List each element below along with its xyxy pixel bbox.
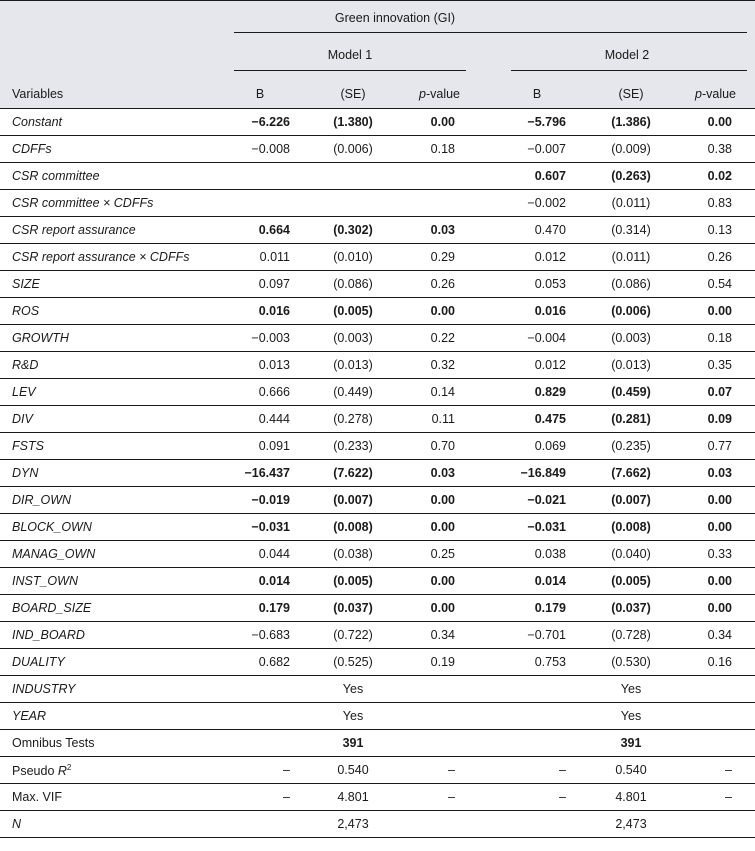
m1-cell: (0.010) — [333, 250, 373, 264]
m2-cell: 0.34 — [707, 628, 732, 642]
m2-cell: −16.849 — [520, 466, 566, 480]
m2-cell: 0.02 — [707, 169, 732, 183]
table-row — [0, 811, 755, 838]
m2-cell: 0.016 — [534, 304, 566, 318]
m2-cell: (0.040) — [611, 547, 651, 561]
row-label: R&D — [12, 358, 39, 372]
m1-cell: (0.086) — [333, 277, 373, 291]
m1-cell: 0.70 — [430, 439, 455, 453]
table-row — [0, 622, 755, 649]
table-row — [0, 487, 755, 514]
m1-cell: 0.25 — [430, 547, 455, 561]
m1-cell: Yes — [342, 709, 364, 723]
table-row — [0, 703, 755, 730]
model2-rule — [511, 70, 747, 71]
table-row — [0, 514, 755, 541]
m2-cell: −0.031 — [527, 520, 566, 534]
m1-cell: −6.226 — [251, 115, 290, 129]
m2-cell: 0.607 — [534, 169, 566, 183]
m1-cell: Yes — [342, 682, 364, 696]
row-label: ROS — [12, 304, 40, 318]
m2-cell: (0.009) — [611, 142, 651, 156]
m2-cell: (0.459) — [611, 385, 651, 399]
m1-cell: (0.278) — [333, 412, 373, 426]
table-row — [0, 595, 755, 622]
m2-cell: 0.00 — [707, 115, 732, 129]
m1-cell: (0.038) — [333, 547, 373, 561]
m1-cell: −0.019 — [251, 493, 290, 507]
row-label: CSR committee — [12, 169, 100, 183]
model1-rule — [234, 70, 466, 71]
table-row — [0, 379, 755, 406]
m1-cell: 0.682 — [258, 655, 290, 669]
m1-cell: 0.19 — [430, 655, 455, 669]
m2-cell: (0.007) — [611, 493, 651, 507]
table-row — [0, 757, 755, 784]
row-label: YEAR — [12, 709, 47, 723]
m1-cell: 0.091 — [258, 439, 290, 453]
m1-cell: 0.14 — [430, 385, 455, 399]
m1-cell: −0.683 — [251, 628, 290, 642]
m1-cell: (0.006) — [333, 142, 373, 156]
model1-heading: Model 1 — [327, 48, 373, 62]
m2-cell: (0.235) — [611, 439, 651, 453]
m2-cell: −5.796 — [527, 115, 566, 129]
m2-cell: 0.33 — [707, 547, 732, 561]
table-row — [0, 730, 755, 757]
table-row — [0, 784, 755, 811]
m2-cell: 0.35 — [707, 358, 732, 372]
m1-cell: 0.00 — [430, 493, 455, 507]
m1-cell: 0.666 — [258, 385, 290, 399]
m1-cell: (0.722) — [333, 628, 373, 642]
m2-cell: 0.038 — [534, 547, 566, 561]
m2-cell: (0.013) — [611, 358, 651, 372]
m1-cell: – — [283, 763, 290, 777]
m2-b-heading: B — [532, 87, 542, 101]
m2-cell: Yes — [620, 709, 642, 723]
m2-cell: (0.263) — [611, 169, 651, 183]
m1-cell: (0.233) — [333, 439, 373, 453]
table-row — [0, 568, 755, 595]
table-header — [0, 0, 755, 109]
table-row — [0, 217, 755, 244]
m2-cell: −0.002 — [527, 196, 566, 210]
row-label: INST_OWN — [12, 574, 78, 588]
table-row — [0, 406, 755, 433]
m1-cell: 0.32 — [430, 358, 455, 372]
table-row — [0, 163, 755, 190]
m2-cell: 0.179 — [534, 601, 566, 615]
m1-cell: 0.016 — [258, 304, 290, 318]
row-label: DYN — [12, 466, 39, 480]
m1-cell: (0.037) — [333, 601, 373, 615]
m2-cell: 0.00 — [707, 601, 732, 615]
m1-cell: – — [448, 790, 455, 804]
table-row — [0, 676, 755, 703]
m1-cell: (0.525) — [333, 655, 373, 669]
m1-cell: (0.302) — [333, 223, 373, 237]
m2-cell: 0.012 — [534, 358, 566, 372]
table-row — [0, 271, 755, 298]
m2-cell: (0.011) — [611, 250, 651, 264]
row-label: CDFFs — [12, 142, 52, 156]
m2-cell: 0.753 — [534, 655, 566, 669]
row-label: MANAG_OWN — [12, 547, 96, 561]
m1-cell: 0.044 — [258, 547, 290, 561]
table-body — [0, 109, 755, 838]
m2-cell: 0.26 — [707, 250, 732, 264]
table-row — [0, 649, 755, 676]
table-row — [0, 190, 755, 217]
m2-cell: 0.069 — [534, 439, 566, 453]
m1-cell: 0.22 — [430, 331, 455, 345]
m2-cell: 0.475 — [534, 412, 566, 426]
row-label: BOARD_SIZE — [12, 601, 92, 615]
row-label: DUALITY — [12, 655, 65, 669]
m2-p-heading: p-value — [695, 87, 736, 101]
m2-cell: 0.09 — [707, 412, 732, 426]
m2-cell: (1.386) — [611, 115, 651, 129]
row-label: Constant — [12, 115, 63, 129]
m1-cell: 2,473 — [337, 817, 369, 831]
m1-cell: −0.003 — [251, 331, 290, 345]
m1-cell: (0.449) — [333, 385, 373, 399]
m2-cell: Yes — [620, 682, 642, 696]
m2-cell: 0.83 — [707, 196, 732, 210]
model2-heading: Model 2 — [604, 48, 650, 62]
m1-cell: 0.00 — [430, 520, 455, 534]
m2-cell: 0.03 — [707, 466, 732, 480]
m2-cell: (0.086) — [611, 277, 651, 291]
table-row — [0, 298, 755, 325]
m1-cell: 0.18 — [430, 142, 455, 156]
m2-cell: 0.54 — [707, 277, 732, 291]
table-row — [0, 109, 755, 136]
m2-cell: −0.004 — [527, 331, 566, 345]
m2-cell: 0.829 — [534, 385, 566, 399]
row-label: BLOCK_OWN — [12, 520, 92, 534]
m1-cell: 0.540 — [337, 763, 369, 777]
m2-cell: (0.314) — [611, 223, 651, 237]
m1-cell: 0.664 — [258, 223, 290, 237]
m1-cell: 0.179 — [258, 601, 290, 615]
m1-cell: 0.00 — [430, 574, 455, 588]
m2-cell: 0.00 — [707, 493, 732, 507]
m1-cell: 0.00 — [430, 601, 455, 615]
m2-cell: (0.728) — [611, 628, 651, 642]
m1-cell: 0.011 — [259, 250, 290, 264]
m1-cell: – — [448, 763, 455, 777]
m2-cell: (0.008) — [611, 520, 651, 534]
row-label: Pseudo $R^2$ — [12, 763, 72, 779]
m2-se-heading: (SE) — [618, 87, 644, 101]
m2-cell: 0.38 — [707, 142, 732, 156]
m1-cell: 0.014 — [258, 574, 290, 588]
m1-cell: 0.00 — [430, 304, 455, 318]
m2-cell: (0.005) — [611, 574, 651, 588]
m2-cell: – — [725, 763, 732, 777]
m1-cell: 0.03 — [430, 223, 455, 237]
m2-cell: 0.00 — [707, 304, 732, 318]
row-label: CSR report assurance — [12, 223, 136, 237]
m2-cell: 2,473 — [615, 817, 647, 831]
m1-cell: 0.26 — [430, 277, 455, 291]
variables-heading: Variables — [12, 87, 64, 101]
table-row — [0, 352, 755, 379]
m2-cell: (0.011) — [611, 196, 651, 210]
m2-cell: (0.003) — [611, 331, 651, 345]
m1-cell: −0.031 — [251, 520, 290, 534]
row-label: IND_BOARD — [12, 628, 85, 642]
row-label: INDUSTRY — [12, 682, 76, 696]
table-row — [0, 244, 755, 271]
m2-cell: (0.281) — [611, 412, 651, 426]
m1-cell: (1.380) — [333, 115, 373, 129]
m1-cell: −16.437 — [244, 466, 290, 480]
m1-cell: −0.008 — [251, 142, 290, 156]
m1-cell: 391 — [342, 736, 364, 750]
row-label: DIV — [12, 412, 33, 426]
m1-se-heading: (SE) — [340, 87, 366, 101]
row-label: Max. VIF — [12, 790, 63, 804]
m1-cell: (0.005) — [333, 574, 373, 588]
m2-cell: – — [725, 790, 732, 804]
row-label: CSR report assurance × CDFFs — [12, 250, 190, 264]
m1-cell: (0.003) — [333, 331, 373, 345]
m2-cell: −0.021 — [527, 493, 566, 507]
m2-cell: 0.18 — [707, 331, 732, 345]
m2-cell: (0.006) — [611, 304, 651, 318]
m2-cell: 0.012 — [534, 250, 566, 264]
row-label: Omnibus Tests — [12, 736, 95, 750]
m2-cell: 0.07 — [707, 385, 732, 399]
m1-cell: (0.007) — [333, 493, 373, 507]
group-heading: Green innovation (GI) — [334, 11, 456, 25]
m2-cell: 0.470 — [534, 223, 566, 237]
group-rule — [234, 32, 747, 33]
row-label: DIR_OWN — [12, 493, 72, 507]
row-label: CSR committee × CDFFs — [12, 196, 154, 210]
row-label: SIZE — [12, 277, 40, 291]
m1-cell: 4.801 — [337, 790, 369, 804]
row-label: FSTS — [12, 439, 44, 453]
row-label: LEV — [12, 385, 36, 399]
m2-cell: 4.801 — [615, 790, 647, 804]
table-row — [0, 325, 755, 352]
m2-cell: 0.053 — [534, 277, 566, 291]
table-row — [0, 136, 755, 163]
m1-cell: (0.013) — [333, 358, 373, 372]
table-row — [0, 541, 755, 568]
m2-cell: (0.037) — [611, 601, 651, 615]
m1-cell: 0.097 — [258, 277, 290, 291]
m2-cell: 391 — [620, 736, 642, 750]
m2-cell: 0.00 — [707, 520, 732, 534]
m2-cell: – — [559, 763, 566, 777]
m1-p-heading: p-value — [419, 87, 460, 101]
m1-cell: 0.444 — [258, 412, 290, 426]
m1-cell: 0.013 — [258, 358, 290, 372]
m2-cell: −0.701 — [527, 628, 566, 642]
m1-cell: (0.005) — [333, 304, 373, 318]
m1-cell: (7.622) — [333, 466, 373, 480]
m1-cell: 0.03 — [430, 466, 455, 480]
m2-cell: (0.530) — [611, 655, 651, 669]
m2-cell: 0.77 — [707, 439, 732, 453]
row-label: GROWTH — [12, 331, 69, 345]
m1-cell: 0.11 — [431, 412, 455, 426]
m2-cell: −0.007 — [527, 142, 566, 156]
m2-cell: 0.00 — [707, 574, 732, 588]
m1-cell: 0.34 — [430, 628, 455, 642]
m2-cell: – — [559, 790, 566, 804]
m2-cell: 0.540 — [615, 763, 647, 777]
m2-cell: 0.13 — [707, 223, 732, 237]
m1-cell: 0.29 — [430, 250, 455, 264]
m1-cell: – — [283, 790, 290, 804]
m1-cell: 0.00 — [430, 115, 455, 129]
table-row — [0, 460, 755, 487]
m1-cell: (0.008) — [333, 520, 373, 534]
m2-cell: 0.014 — [534, 574, 566, 588]
m2-cell: 0.16 — [707, 655, 732, 669]
m2-cell: (7.662) — [611, 466, 651, 480]
m1-b-heading: B — [255, 87, 265, 101]
row-label: N — [12, 817, 22, 831]
table-row — [0, 433, 755, 460]
